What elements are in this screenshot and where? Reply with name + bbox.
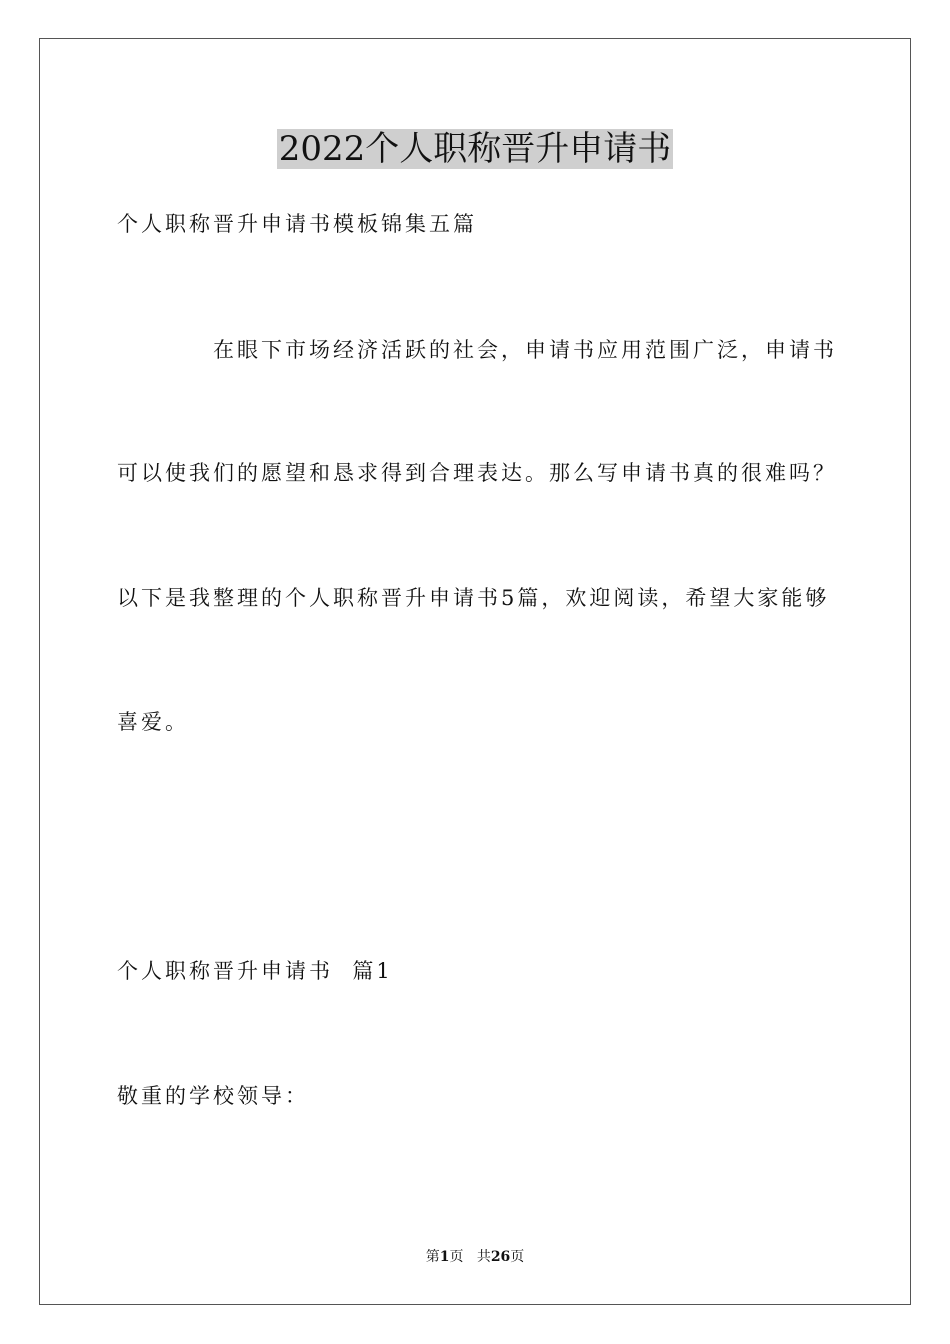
footer-page-suffix: 页 <box>449 1249 464 1265</box>
salutation: 敬重的学校领导： <box>117 1084 309 1108</box>
footer-current-page: 1 <box>439 1249 450 1265</box>
footer-page-prefix: 第 <box>425 1249 440 1265</box>
footer-total-pages: 26 <box>490 1249 511 1265</box>
document-subtitle: 个人职称晋升申请书模板锦集五篇 <box>117 212 477 236</box>
intro-line-4: 喜爱。 <box>117 710 189 734</box>
document-title <box>0 126 950 172</box>
intro-line-1: 在眼下市场经济活跃的社会，申请书应用范围广泛，申请书 <box>213 338 837 362</box>
footer-total-suffix: 页 <box>510 1249 525 1265</box>
intro-line-3: 以下是我整理的个人职称晋升申请书5篇，欢迎阅读，希望大家能够 <box>117 586 830 610</box>
page-footer <box>0 1248 950 1266</box>
footer-total-prefix: 共 <box>476 1249 491 1265</box>
document-title-text: 2022个人职称晋升申请书 <box>278 129 672 169</box>
section-heading: 个人职称晋升申请书 篇1 <box>117 959 393 983</box>
intro-line-2: 可以使我们的愿望和恳求得到合理表达。那么写申请书真的很难吗？ <box>117 461 837 485</box>
